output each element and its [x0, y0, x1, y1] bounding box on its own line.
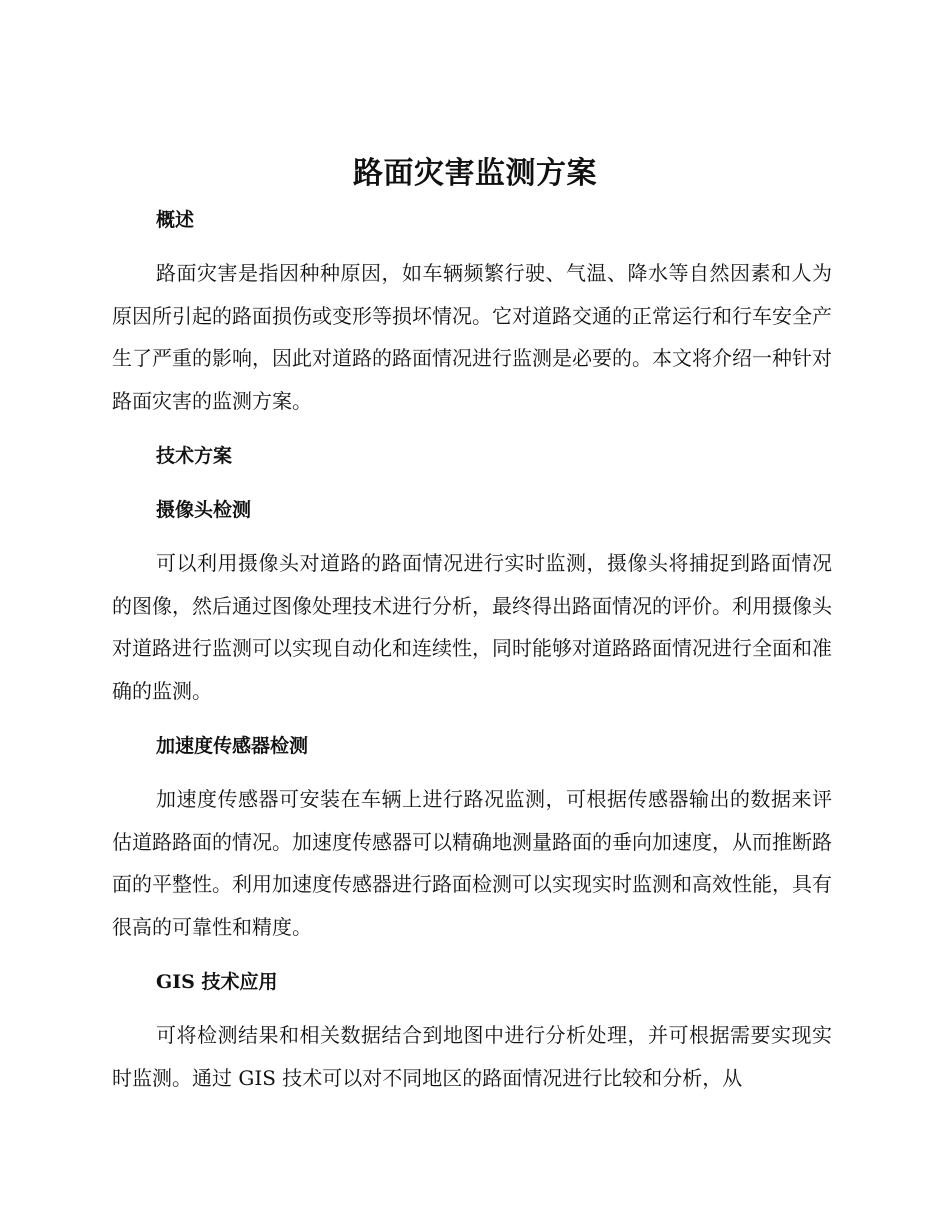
paragraph-camera-detection: 可以利用摄像头对道路的路面情况进行实时监测，摄像头将捕捉到路面情况的图像，然后通过图像处理技术进行分析，最终得出路面情况的评价。利用摄像头对道路进行监测可以实现自动化和连续性，同时能够对道路路面情况进行全面和准确的监测。 [112, 551, 832, 703]
section-heading-camera-detection: 摄像头检测 [156, 499, 252, 521]
section-heading-overview: 概述 [156, 209, 195, 231]
document-body [112, 200, 832, 1099]
paragraph-accelerometer-detection: 加速度传感器可安装在车辆上进行路况监测，可根据传感器输出的数据来评估道路路面的情况。加速度传感器可以精确地测量路面的垂向加速度，从而推断路面的平整性。利用加速度传感器进行路面检测可以实现实时监测和高效性能，具有很高的可靠性和精度。 [112, 787, 832, 939]
section-heading-accelerometer-detection: 加速度传感器检测 [156, 735, 309, 757]
paragraph-gis-application: 可将检测结果和相关数据结合到地图中进行分析处理，并可根据需要实现实时监测。通过 GIS 技术可以对不同地区的路面情况进行比较和分析，从 [112, 1023, 832, 1090]
section-heading-technical-plan: 技术方案 [156, 445, 233, 467]
document-title: 路面灾害监测方案 [353, 156, 597, 191]
paragraph-overview: 路面灾害是指因种种原因，如车辆频繁行驶、气温、降水等自然因素和人为原因所引起的路面损伤或变形等损坏情况。它对道路交通的正常运行和行车安全产生了严重的影响，因此对道路的路面情况进行监测是必要的。本文将介绍一种针对路面灾害的监测方案。 [112, 261, 832, 413]
section-heading-gis-application: GIS 技术应用 [156, 971, 278, 993]
